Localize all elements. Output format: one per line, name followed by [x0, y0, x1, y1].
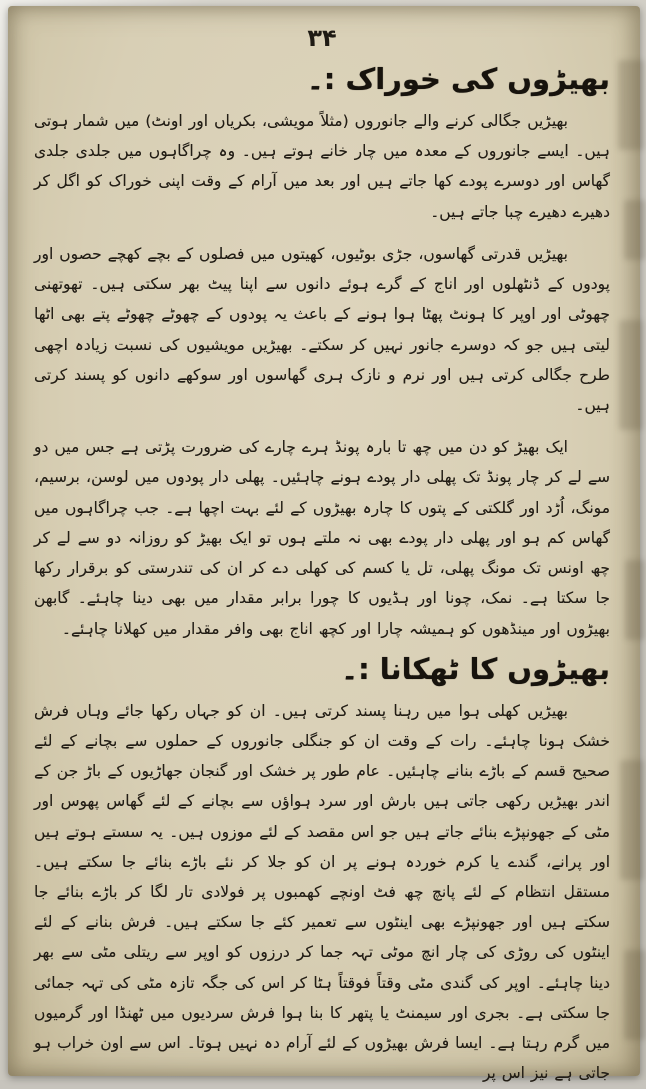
paragraph-feed-3: ایک بھیڑ کو دن میں چھ تا بارہ پونڈ ہرے چارے کی ضرورت پڑتی ہے جس میں دو سے لے کر چار پونڈ تک پھلی دار پودے ہونے چاہئیں۔ پھلی دار پودوں میں لوسن، برسیم، مونگ، اُڑد اور گلکتی کے پتوں کا چارہ بھیڑوں کے لئے بہت اچھا ہے۔ جب چراگاہوں میں گھاس کم ہو اور پھلی دار پودے بھی نہ ملتے ہوں تو ایک بھیڑ کو روزانہ دو سے لے کر چھ اونس تک مونگ پھلی، تل یا کسم کی کھلی دے کر ان کی تندرستی کو برقرار رکھا جا سکتا ہے۔ نمک، چونا اور ہڈیوں کا چورا برابر مقدار میں بھی دینا چاہئے۔ گابھن بھیڑوں اور مینڈھوں کو ہمیشہ چارا اور کچھ اناج بھی وافر مقدار میں کھلانا چاہئے۔	[34, 438, 610, 638]
book-page	[8, 6, 640, 1083]
section-heading-feed: بھیڑوں کی خوراک :۔	[306, 62, 610, 96]
section-heading-shelter: بھیڑوں کا ٹھکانا :۔	[341, 651, 610, 686]
paragraph-shelter-1: بھیڑیں کھلی ہوا میں رہنا پسند کرتی ہیں۔ ان کو جہاں رکھا جائے وہاں فرش خشک ہونا چاہئے۔ رات کے وقت ان کو جنگلی جانوروں کے حملوں سے بچانے کے لئے صحیح قسم کے باڑے بنانے چاہئیں۔ عام طور پر خشک اور گنجان جھاڑیوں کے باڑ جن کے اندر بھیڑیں رکھی جاتی ہیں بارش اور سرد ہواؤں سے بچانے کے لئے گھاس پھوس اور مٹی کے جھونپڑے بنائے جاتے ہیں جو اس مقصد کے لئے موزوں ہیں۔ یہ سستے ہوتے ہیں اور پرانے، گندے یا کرم خوردہ ہونے پر ان کو جلا کر نئے باڑے بنائے جا سکتے ہیں۔ مستقل انتظام کے لئے پانچ چھ فٹ اونچے کھمبوں پر فولادی تار لگا کر باڑے بنائے جا سکتے ہیں اور جھونپڑے بھی اینٹوں سے تعمیر کئے جا سکتے ہیں۔ فرش بنانے کے لئے اینٹوں کی روڑی کی چار انچ موٹی تہہ جما کر درزوں کو اوپر سے ریتلی مٹی سے بھر دینا چاہئے۔ اوپر کی گندی مٹی وقتاً فوقتاً ہٹا کر اس کی جگہ تازہ مٹی کی تہہ جمائی جا سکتی ہے۔ بجری اور سیمنٹ یا پتھر کا بنا ہوا فرش سردیوں میں ٹھنڈا اور گرمیوں میں گرم رہتا ہے۔ ایسا فرش بھیڑوں کے لئے آرام دہ نہیں ہوتا۔ اس سے اون خراب ہو جاتی ہے نیز اس پر	[34, 701, 610, 1083]
paragraph-feed-1: بھیڑیں جگالی کرنے والے جانوروں (مثلاً مویشی، بکریاں اور اونٹ) میں شمار ہوتی ہیں۔ ایسے جانوروں کے معدہ میں چار خانے ہوتے ہیں۔ وہ چراگاہوں میں جلدی جلدی گھاس اور دوسرے پودے کھا جاتے ہیں اور بعد میں آرام کے وقت اپنی خوراک کو اگل کر دھیرے دھیرے چبا جاتے ہیں۔	[34, 112, 610, 221]
page-number: ۳۴	[307, 24, 337, 52]
paragraph-feed-2: بھیڑیں قدرتی گھاسوں، جڑی بوٹیوں، کھیتوں میں فصلوں کے بچے کھچے حصوں اور پودوں کے ڈنٹھلوں اور اناج کے گرے ہوئے دانوں سے اپنا پیٹ بھر سکتی ہیں۔ تھوتھنی چھوٹی اور اوپر کا ہونٹ پھٹا ہوا ہونے کے باعث یہ پودوں کے چھوٹے چھوٹے پتے بھی اٹھا لیتی ہیں جو کہ دوسرے جانور نہیں کر سکتے۔ بھیڑیں مویشیوں کی نسبت زیادہ اچھی طرح جگالی کرتی ہیں اور نرم و نازک ہری گھاسوں اور سوکھے دانوں کو پسند کرتی ہیں۔	[34, 244, 610, 414]
